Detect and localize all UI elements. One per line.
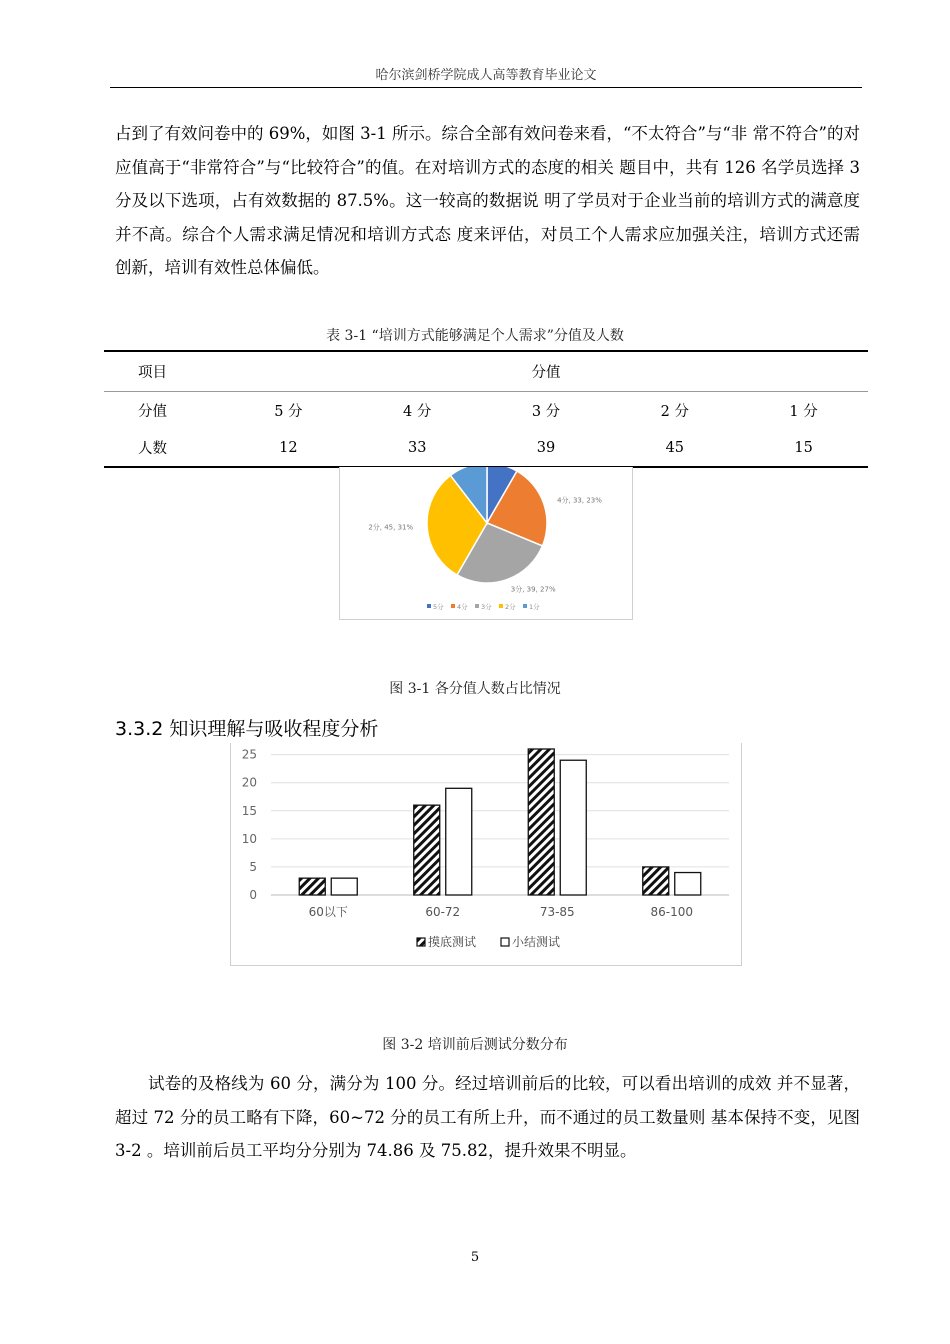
- legend-swatch: [523, 604, 527, 608]
- pie-chart: [340, 467, 634, 620]
- table-cell: 5 分: [274, 403, 303, 420]
- y-tick-label: 0: [249, 888, 257, 902]
- legend-swatch: [451, 604, 455, 608]
- legend-label: 2分: [505, 603, 516, 611]
- table-header-cell: 分值: [224, 351, 868, 391]
- table-cell: 45: [665, 439, 685, 456]
- table-cell: 15: [794, 439, 813, 456]
- pie-data-label: 4分, 33, 23%: [557, 496, 602, 505]
- pie-data-label: 2分, 45, 31%: [368, 523, 414, 532]
- figure-caption: 图 3-2 培训前后测试分数分布: [382, 1037, 568, 1053]
- figure-caption: 图 3-1 各分值人数占比情况: [389, 681, 561, 697]
- table-cell: 3 分: [531, 403, 561, 420]
- bar: [560, 760, 586, 895]
- bar: [414, 805, 440, 895]
- x-tick-label: 86-100: [650, 905, 694, 919]
- section-heading: 3.3.2 知识理解与吸收程度分析: [115, 718, 379, 740]
- bar: [299, 878, 325, 895]
- score-table: [104, 350, 868, 468]
- legend-swatch: [501, 938, 509, 946]
- bar: [675, 873, 701, 895]
- table-row: [104, 429, 868, 467]
- bar-chart-figure: [230, 743, 742, 966]
- bar: [643, 867, 669, 895]
- legend-label: 1分: [529, 603, 540, 611]
- bar-chart: [231, 743, 743, 966]
- legend-swatch: [475, 604, 479, 608]
- table-row: [104, 391, 868, 429]
- table-cell: 2 分: [660, 403, 689, 420]
- running-header: 哈尔滨剑桥学院成人高等教育毕业论文: [375, 68, 597, 83]
- legend-label: 摸底测试: [428, 935, 477, 949]
- body-paragraph-2: [115, 1067, 860, 1168]
- page-number: 5: [470, 1250, 480, 1265]
- table-header-cell: 项目: [104, 351, 224, 391]
- table-header-row: [104, 351, 868, 391]
- table-cell: 39: [536, 439, 556, 456]
- legend-swatch: [417, 938, 425, 946]
- pie-data-label: 3分, 39, 27%: [510, 585, 556, 594]
- legend-swatch: [427, 604, 431, 608]
- bar: [528, 749, 554, 895]
- legend-label: 5分: [433, 603, 444, 611]
- y-tick-label: 20: [241, 775, 257, 790]
- paragraph-text: 占到了有效问卷中的 69%，如图 3-1 所示。综合全部有效问卷来看，“不太符合”与“非 常不符合”的对应值高于“非常符合”与“比较符合”的值。在对培训方式的态度的相关 题目中，共有 126 名学员选择 3 分及以下选项，占有效数据的 87.5%。这一较高的数据说 明了学员对于企业当前的培训方式的满意度并不高。综合个人需求满足情况和培训方式态 度来评估，对员工个人需求应加强关注，培训方式还需创新，培训有效性总体偏低。: [115, 124, 860, 277]
- table-caption: 表 3-1 “培训方式能够满足个人需求”分值及人数: [326, 328, 624, 344]
- table-cell: 4 分: [403, 403, 432, 420]
- table-cell: 1 分: [789, 403, 818, 420]
- y-tick-label: 10: [241, 831, 257, 846]
- pie-chart-figure: [339, 467, 633, 620]
- body-paragraph-1: [115, 117, 860, 285]
- legend-swatch: [499, 604, 503, 608]
- header-rule: [110, 87, 862, 88]
- y-tick-label: 25: [241, 747, 257, 762]
- legend-label: 小结测试: [512, 935, 561, 949]
- legend-label: 3分: [481, 603, 492, 611]
- table-cell: 33: [407, 439, 427, 456]
- x-tick-label: 60-72: [425, 905, 461, 919]
- table-cell: 人数: [138, 441, 167, 457]
- bar: [446, 788, 472, 895]
- x-tick-label: 73-85: [539, 905, 575, 919]
- x-tick-label: 60以下: [308, 905, 348, 919]
- table-cell: 分值: [138, 403, 167, 420]
- legend-label: 4分: [457, 603, 468, 611]
- bar: [331, 878, 357, 895]
- y-tick-label: 15: [241, 803, 257, 818]
- y-tick-label: 5: [249, 859, 257, 874]
- paragraph-text: 试卷的及格线为 60 分，满分为 100 分。经过培训前后的比较，可以看出培训的成效 并不显著，超过 72 分的员工略有下降，60~72 分的员工有所上升，而不通过的员工数量则 基本保持不变，见图 3-2 。培训前后员工平均分分别为 74.86 及 75.82，提升效果不明显。: [115, 1074, 860, 1160]
- table-cell: 12: [279, 439, 298, 456]
